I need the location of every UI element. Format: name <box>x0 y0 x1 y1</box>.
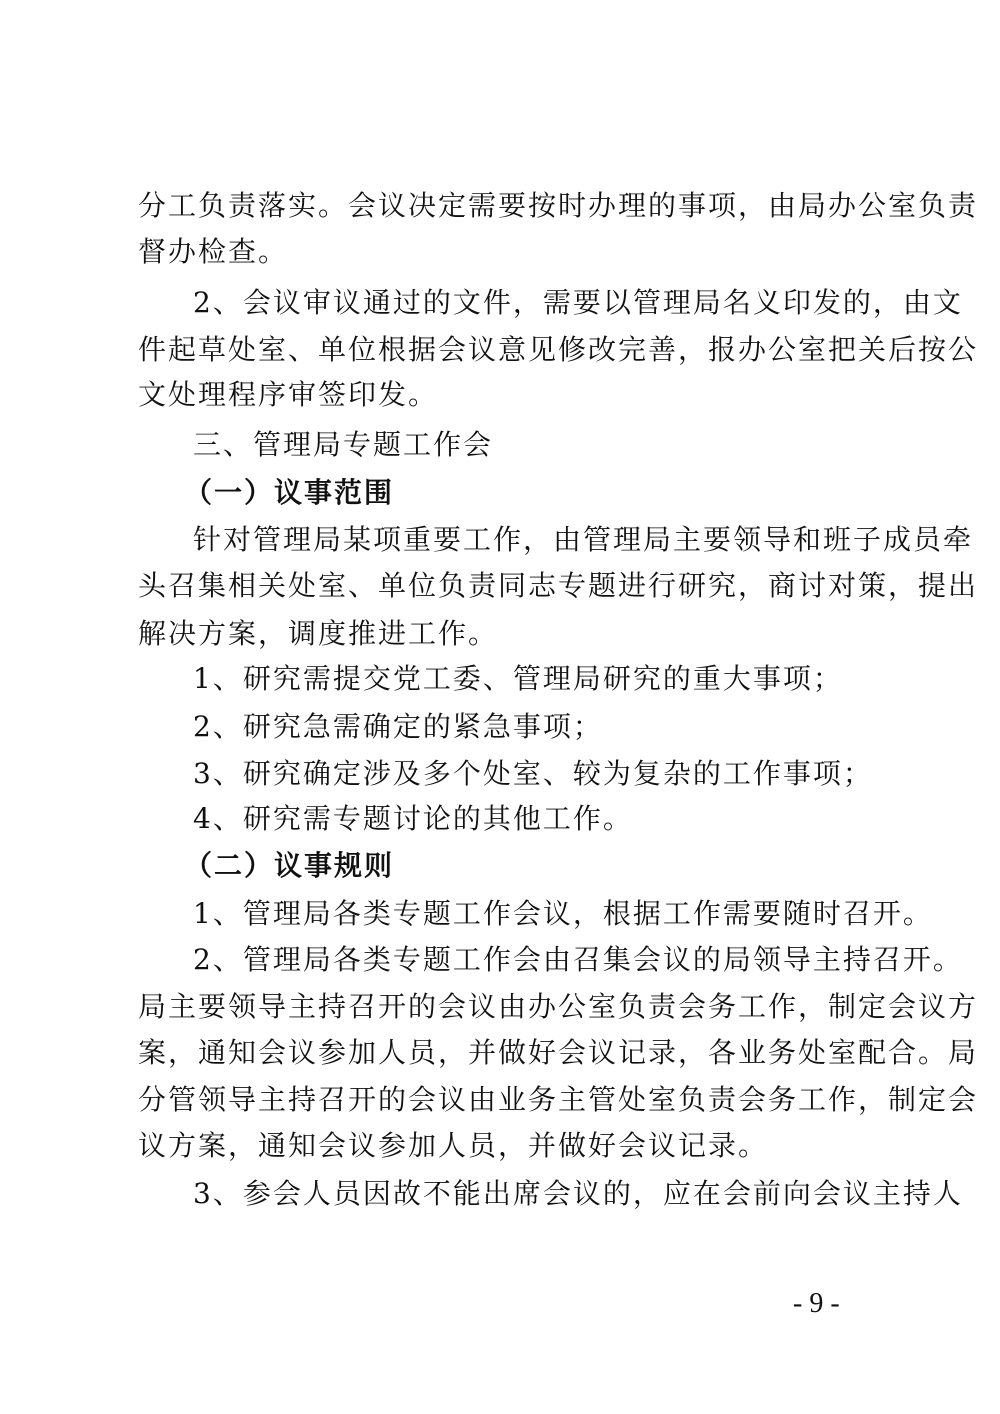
paragraph-line: 解决方案，调度推进工作。 <box>138 617 499 650</box>
paragraph-line: 文处理程序审签印发。 <box>138 378 439 411</box>
list-item: 1、研究需提交党工委、管理局研究的重大事项； <box>193 662 843 695</box>
subsection-heading: （二）议事规则 <box>184 849 395 882</box>
paragraph-line: 分管领导主持召开的会议由业务主管处室负责会务工作，制定会 <box>138 1083 979 1116</box>
paragraph-line: 分工负责落实。会议决定需要按时办理的事项，由局办公室负责 <box>138 189 979 222</box>
paragraph-line: 针对管理局某项重要工作，由管理局主要领导和班子成员牵 <box>193 523 974 556</box>
paragraph-line: 议方案，通知会议参加人员，并做好会议记录。 <box>138 1129 769 1162</box>
paragraph-line: 2、会议审议通过的文件，需要以管理局名义印发的，由文 <box>193 286 963 319</box>
page-number: - 9 - <box>793 1288 840 1319</box>
paragraph-line: 件起草处室、单位根据会议意见修改完善，报办公室把关后按公 <box>138 333 979 366</box>
paragraph-line: 局主要领导主持召开的会议由办公室负责会务工作，制定会议方 <box>138 990 979 1023</box>
paragraph-line: 案，通知会议参加人员，并做好会议记录，各业务处室配合。局 <box>138 1036 979 1069</box>
paragraph-line: 督办检查。 <box>138 235 289 268</box>
list-item: 3、研究确定涉及多个处室、较为复杂的工作事项； <box>193 757 873 790</box>
list-item: 4、研究需专题讨论的其他工作。 <box>193 802 633 835</box>
list-item: 2、研究急需确定的紧急事项； <box>193 710 603 743</box>
list-item: 2、管理局各类专题工作会由召集会议的局领导主持召开。 <box>193 943 963 976</box>
paragraph-line: 头召集相关处室、单位负责同志专题进行研究，商讨对策，提出 <box>138 569 979 602</box>
list-item: 1、管理局各类专题工作会议，根据工作需要随时召开。 <box>193 897 933 930</box>
section-heading: 三、管理局专题工作会 <box>193 428 494 461</box>
list-item: 3、参会人员因故不能出席会议的，应在会前向会议主持人 <box>193 1177 963 1210</box>
subsection-heading: （一）议事范围 <box>184 476 395 509</box>
